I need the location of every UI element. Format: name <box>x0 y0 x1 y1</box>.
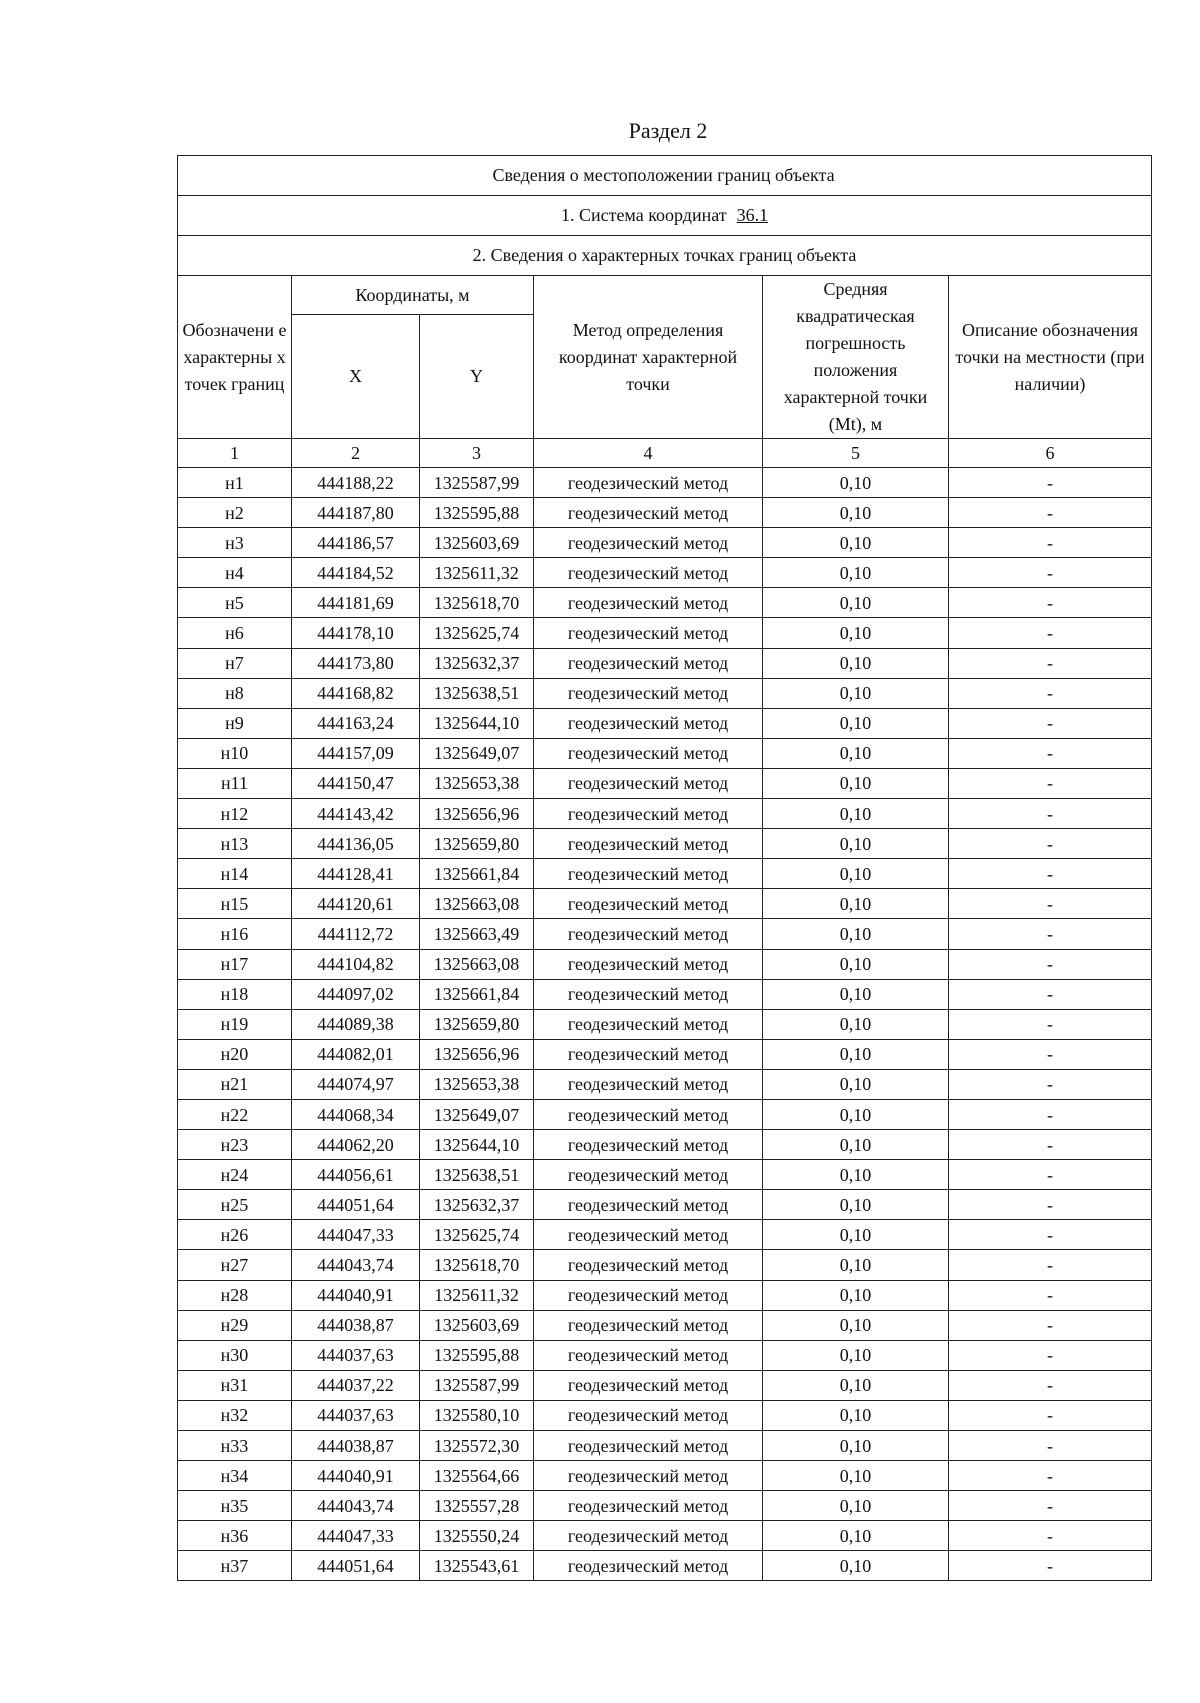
table-row <box>178 1130 1152 1160</box>
point-description: - <box>949 678 1152 708</box>
point-description: - <box>949 498 1152 528</box>
mean-error: 0,10 <box>763 1009 949 1039</box>
coord-x: 444168,82 <box>292 678 420 708</box>
coord-y: 1325661,84 <box>420 859 534 889</box>
method: геодезический метод <box>534 1370 763 1400</box>
table-row <box>178 1400 1152 1430</box>
point-id: н30 <box>178 1340 292 1370</box>
point-id: н28 <box>178 1280 292 1310</box>
method: геодезический метод <box>534 648 763 678</box>
method: геодезический метод <box>534 468 763 498</box>
table-row <box>178 1280 1152 1310</box>
table-row <box>178 1220 1152 1250</box>
method: геодезический метод <box>534 1521 763 1551</box>
coord-x: 444037,63 <box>292 1400 420 1430</box>
mean-error: 0,10 <box>763 1491 949 1521</box>
coord-y: 1325625,74 <box>420 618 534 648</box>
table-row <box>178 498 1152 528</box>
table-row <box>178 919 1152 949</box>
point-id: н24 <box>178 1160 292 1190</box>
method: геодезический метод <box>534 1400 763 1430</box>
coord-x: 444038,87 <box>292 1431 420 1461</box>
point-id: н26 <box>178 1220 292 1250</box>
header-y: Y <box>420 315 534 439</box>
point-id: н16 <box>178 919 292 949</box>
table-row <box>178 1521 1152 1551</box>
method: геодезический метод <box>534 678 763 708</box>
coord-y: 1325659,80 <box>420 829 534 859</box>
method: геодезический метод <box>534 1039 763 1069</box>
point-description: - <box>949 768 1152 798</box>
mean-error: 0,10 <box>763 1340 949 1370</box>
mean-error: 0,10 <box>763 1521 949 1551</box>
point-description: - <box>949 1039 1152 1069</box>
table-row <box>178 829 1152 859</box>
coord-x: 444112,72 <box>292 919 420 949</box>
mean-error: 0,10 <box>763 799 949 829</box>
point-description: - <box>949 1099 1152 1129</box>
table-row <box>178 1190 1152 1220</box>
coord-y: 1325587,99 <box>420 1370 534 1400</box>
point-description: - <box>949 979 1152 1009</box>
method: геодезический метод <box>534 1280 763 1310</box>
coord-y: 1325543,61 <box>420 1551 534 1581</box>
coord-system-row <box>178 196 1152 236</box>
table-row <box>178 1370 1152 1400</box>
mean-error: 0,10 <box>763 708 949 738</box>
method: геодезический метод <box>534 618 763 648</box>
coord-x: 444037,22 <box>292 1370 420 1400</box>
point-id: н21 <box>178 1069 292 1099</box>
mean-error: 0,10 <box>763 1039 949 1069</box>
table-title-row <box>178 156 1152 196</box>
point-description: - <box>949 528 1152 558</box>
table-row <box>178 558 1152 588</box>
table-row <box>178 738 1152 768</box>
table-row <box>178 889 1152 919</box>
column-number: 4 <box>534 439 763 468</box>
header-coordinates: Координаты, м <box>292 276 534 315</box>
column-number-row <box>178 439 1152 468</box>
method: геодезический метод <box>534 528 763 558</box>
mean-error: 0,10 <box>763 588 949 618</box>
mean-error: 0,10 <box>763 949 949 979</box>
point-description: - <box>949 949 1152 979</box>
coord-x: 444089,38 <box>292 1009 420 1039</box>
point-id: н19 <box>178 1009 292 1039</box>
mean-error: 0,10 <box>763 889 949 919</box>
coord-y: 1325656,96 <box>420 799 534 829</box>
coord-y: 1325603,69 <box>420 528 534 558</box>
table-row <box>178 648 1152 678</box>
mean-error: 0,10 <box>763 498 949 528</box>
point-description: - <box>949 919 1152 949</box>
coord-x: 444187,80 <box>292 498 420 528</box>
point-description: - <box>949 859 1152 889</box>
mean-error: 0,10 <box>763 1069 949 1099</box>
coord-y: 1325638,51 <box>420 678 534 708</box>
coord-x: 444037,63 <box>292 1340 420 1370</box>
header-designation: Обозначени е характерны х точек границ <box>178 276 292 439</box>
point-id: н4 <box>178 558 292 588</box>
table-title: Сведения о местоположении границ объекта <box>178 156 1152 196</box>
point-description: - <box>949 588 1152 618</box>
point-id: н5 <box>178 588 292 618</box>
mean-error: 0,10 <box>763 1431 949 1461</box>
mean-error: 0,10 <box>763 468 949 498</box>
coord-y: 1325572,30 <box>420 1431 534 1461</box>
table-row <box>178 1250 1152 1280</box>
coord-y: 1325611,32 <box>420 1280 534 1310</box>
point-description: - <box>949 1009 1152 1039</box>
coord-y: 1325661,84 <box>420 979 534 1009</box>
point-description: - <box>949 1340 1152 1370</box>
point-id: н14 <box>178 859 292 889</box>
method: геодезический метод <box>534 1160 763 1190</box>
coord-y: 1325557,28 <box>420 1491 534 1521</box>
point-id: н32 <box>178 1400 292 1430</box>
point-description: - <box>949 1521 1152 1551</box>
mean-error: 0,10 <box>763 1220 949 1250</box>
coord-x: 444184,52 <box>292 558 420 588</box>
point-description: - <box>949 889 1152 919</box>
coord-x: 444047,33 <box>292 1521 420 1551</box>
column-number: 2 <box>292 439 420 468</box>
point-id: н8 <box>178 678 292 708</box>
coord-y: 1325603,69 <box>420 1310 534 1340</box>
method: геодезический метод <box>534 949 763 979</box>
table-row <box>178 1310 1152 1340</box>
mean-error: 0,10 <box>763 1190 949 1220</box>
point-description: - <box>949 1400 1152 1430</box>
method: геодезический метод <box>534 1069 763 1099</box>
coord-x: 444186,57 <box>292 528 420 558</box>
coord-x: 444163,24 <box>292 708 420 738</box>
header-x: X <box>292 315 420 439</box>
mean-error: 0,10 <box>763 528 949 558</box>
method: геодезический метод <box>534 1009 763 1039</box>
table-row <box>178 528 1152 558</box>
mean-error: 0,10 <box>763 1461 949 1491</box>
method: геодезический метод <box>534 859 763 889</box>
point-description: - <box>949 1310 1152 1340</box>
coord-y: 1325595,88 <box>420 1340 534 1370</box>
point-description: - <box>949 708 1152 738</box>
coord-x: 444136,05 <box>292 829 420 859</box>
table-row <box>178 1099 1152 1129</box>
point-id: н20 <box>178 1039 292 1069</box>
mean-error: 0,10 <box>763 1310 949 1340</box>
point-id: н17 <box>178 949 292 979</box>
coord-x: 444062,20 <box>292 1130 420 1160</box>
column-number: 1 <box>178 439 292 468</box>
coord-y: 1325644,10 <box>420 1130 534 1160</box>
mean-error: 0,10 <box>763 829 949 859</box>
point-id: н29 <box>178 1310 292 1340</box>
table-row <box>178 799 1152 829</box>
coord-x: 444181,69 <box>292 588 420 618</box>
method: геодезический метод <box>534 588 763 618</box>
coord-y: 1325649,07 <box>420 1099 534 1129</box>
coord-y: 1325611,32 <box>420 558 534 588</box>
point-description: - <box>949 468 1152 498</box>
table-row <box>178 768 1152 798</box>
coord-x: 444051,64 <box>292 1551 420 1581</box>
point-description: - <box>949 1220 1152 1250</box>
coord-x: 444068,34 <box>292 1099 420 1129</box>
coord-system-cell <box>178 196 1152 236</box>
coord-x: 444074,97 <box>292 1069 420 1099</box>
coord-y: 1325618,70 <box>420 1250 534 1280</box>
coord-y: 1325649,07 <box>420 738 534 768</box>
mean-error: 0,10 <box>763 558 949 588</box>
table-row <box>178 708 1152 738</box>
method: геодезический метод <box>534 1190 763 1220</box>
mean-error: 0,10 <box>763 1099 949 1129</box>
point-id: н6 <box>178 618 292 648</box>
method: геодезический метод <box>534 498 763 528</box>
coord-x: 444051,64 <box>292 1190 420 1220</box>
point-description: - <box>949 1491 1152 1521</box>
point-id: н37 <box>178 1551 292 1581</box>
method: геодезический метод <box>534 979 763 1009</box>
coord-y: 1325663,49 <box>420 919 534 949</box>
point-description: - <box>949 1551 1152 1581</box>
point-id: н36 <box>178 1521 292 1551</box>
point-description: - <box>949 1461 1152 1491</box>
coord-x: 444038,87 <box>292 1310 420 1340</box>
coord-y: 1325625,74 <box>420 1220 534 1250</box>
coord-y: 1325663,08 <box>420 949 534 979</box>
point-description: - <box>949 799 1152 829</box>
point-description: - <box>949 1130 1152 1160</box>
coord-y: 1325659,80 <box>420 1009 534 1039</box>
point-id: н15 <box>178 889 292 919</box>
mean-error: 0,10 <box>763 1280 949 1310</box>
coord-x: 444188,22 <box>292 468 420 498</box>
coord-system-label: 1. Система координат <box>560 205 727 225</box>
table-row <box>178 468 1152 498</box>
mean-error: 0,10 <box>763 678 949 708</box>
point-description: - <box>949 1431 1152 1461</box>
coord-y: 1325653,38 <box>420 1069 534 1099</box>
mean-error: 0,10 <box>763 648 949 678</box>
point-description: - <box>949 1160 1152 1190</box>
point-description: - <box>949 1370 1152 1400</box>
method: геодезический метод <box>534 1461 763 1491</box>
points-heading: 2. Сведения о характерных точках границ объекта <box>178 236 1152 276</box>
coord-y: 1325632,37 <box>420 648 534 678</box>
mean-error: 0,10 <box>763 859 949 889</box>
table-row <box>178 1551 1152 1581</box>
method: геодезический метод <box>534 1130 763 1160</box>
method: геодезический метод <box>534 768 763 798</box>
table-row <box>178 949 1152 979</box>
coord-y: 1325587,99 <box>420 468 534 498</box>
method: геодезический метод <box>534 1220 763 1250</box>
mean-error: 0,10 <box>763 979 949 1009</box>
method: геодезический метод <box>534 1340 763 1370</box>
coord-y: 1325618,70 <box>420 588 534 618</box>
method: геодезический метод <box>534 1310 763 1340</box>
coord-x: 444047,33 <box>292 1220 420 1250</box>
coord-y: 1325595,88 <box>420 498 534 528</box>
coord-x: 444043,74 <box>292 1491 420 1521</box>
column-number: 6 <box>949 439 1152 468</box>
point-id: н31 <box>178 1370 292 1400</box>
coord-y: 1325632,37 <box>420 1190 534 1220</box>
point-id: н10 <box>178 738 292 768</box>
section-title: Раздел 2 <box>628 118 708 143</box>
method: геодезический метод <box>534 799 763 829</box>
coord-y: 1325580,10 <box>420 1400 534 1430</box>
column-number: 5 <box>763 439 949 468</box>
table-row <box>178 1340 1152 1370</box>
coord-y: 1325653,38 <box>420 768 534 798</box>
method: геодезический метод <box>534 708 763 738</box>
method: геодезический метод <box>534 919 763 949</box>
point-id: н34 <box>178 1461 292 1491</box>
point-id: н3 <box>178 528 292 558</box>
point-id: н18 <box>178 979 292 1009</box>
coord-x: 444178,10 <box>292 618 420 648</box>
coord-system-value: 36.1 <box>736 205 769 225</box>
points-heading-row <box>178 236 1152 276</box>
point-id: н13 <box>178 829 292 859</box>
point-id: н33 <box>178 1431 292 1461</box>
point-id: н2 <box>178 498 292 528</box>
mean-error: 0,10 <box>763 768 949 798</box>
coord-x: 444040,91 <box>292 1461 420 1491</box>
mean-error: 0,10 <box>763 1551 949 1581</box>
coord-y: 1325550,24 <box>420 1521 534 1551</box>
table-row <box>178 618 1152 648</box>
table-row <box>178 1491 1152 1521</box>
coord-x: 444120,61 <box>292 889 420 919</box>
header-method: Метод определения координат характерной точки <box>534 276 763 439</box>
point-description: - <box>949 738 1152 768</box>
coord-y: 1325644,10 <box>420 708 534 738</box>
coord-y: 1325564,66 <box>420 1461 534 1491</box>
table-row <box>178 678 1152 708</box>
mean-error: 0,10 <box>763 919 949 949</box>
mean-error: 0,10 <box>763 738 949 768</box>
coord-y: 1325638,51 <box>420 1160 534 1190</box>
point-description: - <box>949 829 1152 859</box>
coord-x: 444040,91 <box>292 1280 420 1310</box>
header-error: Средняя квадратическая погрешность положения характерной точки (Mt), м <box>763 276 949 439</box>
mean-error: 0,10 <box>763 1250 949 1280</box>
coord-x: 444056,61 <box>292 1160 420 1190</box>
mean-error: 0,10 <box>763 1400 949 1430</box>
coord-x: 444150,47 <box>292 768 420 798</box>
mean-error: 0,10 <box>763 1370 949 1400</box>
mean-error: 0,10 <box>763 1130 949 1160</box>
mean-error: 0,10 <box>763 1160 949 1190</box>
table-row <box>178 1160 1152 1190</box>
mean-error: 0,10 <box>763 618 949 648</box>
point-id: н35 <box>178 1491 292 1521</box>
coord-x: 444128,41 <box>292 859 420 889</box>
method: геодезический метод <box>534 1099 763 1129</box>
header-row-1 <box>178 276 1152 315</box>
coord-x: 444173,80 <box>292 648 420 678</box>
point-description: - <box>949 648 1152 678</box>
table-row <box>178 1039 1152 1069</box>
method: геодезический метод <box>534 1431 763 1461</box>
method: геодезический метод <box>534 1250 763 1280</box>
table-row <box>178 859 1152 889</box>
coord-x: 444104,82 <box>292 949 420 979</box>
point-description: - <box>949 618 1152 648</box>
method: геодезический метод <box>534 558 763 588</box>
table-row <box>178 1069 1152 1099</box>
table-row <box>178 1009 1152 1039</box>
point-id: н23 <box>178 1130 292 1160</box>
method: геодезический метод <box>534 829 763 859</box>
method: геодезический метод <box>534 1491 763 1521</box>
point-id: н9 <box>178 708 292 738</box>
coord-y: 1325663,08 <box>420 889 534 919</box>
point-description: - <box>949 1069 1152 1099</box>
point-description: - <box>949 1190 1152 1220</box>
boundary-table <box>177 155 1152 1581</box>
point-id: н25 <box>178 1190 292 1220</box>
method: геодезический метод <box>534 889 763 919</box>
point-description: - <box>949 1250 1152 1280</box>
header-description: Описание обозначения точки на местности (при наличии) <box>949 276 1152 439</box>
point-description: - <box>949 558 1152 588</box>
method: геодезический метод <box>534 1551 763 1581</box>
coord-x: 444097,02 <box>292 979 420 1009</box>
point-id: н27 <box>178 1250 292 1280</box>
coord-x: 444157,09 <box>292 738 420 768</box>
point-id: н22 <box>178 1099 292 1129</box>
table-row <box>178 1461 1152 1491</box>
table-row <box>178 979 1152 1009</box>
point-id: н7 <box>178 648 292 678</box>
point-id: н11 <box>178 768 292 798</box>
table-row <box>178 588 1152 618</box>
table-row <box>178 1431 1152 1461</box>
method: геодезический метод <box>534 738 763 768</box>
point-id: н1 <box>178 468 292 498</box>
coord-x: 444143,42 <box>292 799 420 829</box>
coord-x: 444043,74 <box>292 1250 420 1280</box>
column-number: 3 <box>420 439 534 468</box>
coord-x: 444082,01 <box>292 1039 420 1069</box>
point-id: н12 <box>178 799 292 829</box>
coord-y: 1325656,96 <box>420 1039 534 1069</box>
point-description: - <box>949 1280 1152 1310</box>
